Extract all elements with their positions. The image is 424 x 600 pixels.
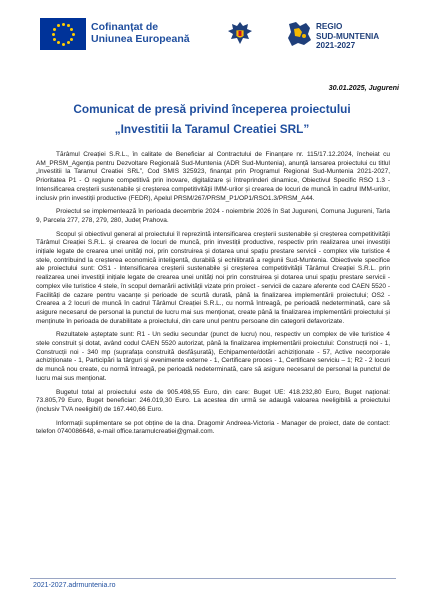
paragraph-budget: Bugetul total al proiectului este de 905.498,55 Euro, din care: Buget UE: 418.232,80 Euro, Buget național: 73.805,79 Euro, Buget beneficiar: 246.019,30 Euro. La acestea din urmă se adaugă valoarea neeligibilă a proiectului (inclusiv TVA neeligibil) de 167.440,66 Euro. <box>36 388 390 413</box>
eu-star <box>53 28 56 31</box>
header-logos <box>0 0 424 68</box>
eu-flag-icon <box>40 18 86 50</box>
eu-star <box>72 33 75 36</box>
eu-star <box>57 24 60 27</box>
eu-star <box>70 38 73 41</box>
eu-star <box>62 23 65 26</box>
regio-map-icon <box>286 20 312 48</box>
paragraph-results: Rezultatele așteptate sunt: R1 - Un sediu secundar (punct de lucru) nou, respectiv un complex de vile turistice 4 stele construit și dotat, având codul CAEN 5520 autorizat, până la finalizarea implementării proiectului: Construcții noi - 1, Construcții noi - 340 mp (suprafața construită desfășurată), Echipamente/dotări achiziționate - 57, Active necorporale achiziționate - 1, Participări la târguri și evenimente externe - 1, Certificare proces - 1, Certificare serviciu – 1; R2 - 2 locuri de muncă nou create, cu normă întreagă, pe perioadă nedeterminată, care să asigure necesarul de personal la punctul de lucru mai sus menționat. <box>36 331 390 382</box>
eu-star <box>53 38 56 41</box>
cofin-line2: Uniunea Europeană <box>91 33 190 45</box>
paragraph-contact: Informații suplimentare se pot obține de la dna. Dragomir Andreea-Victoria - Manager de proiect, date de contact: telefon 0740086648, e-mail office.taramulcreatiei@gmail.com. <box>36 419 390 436</box>
eu-star <box>57 41 60 44</box>
footer-divider <box>30 578 396 579</box>
regio-line1: REGIO <box>316 22 343 31</box>
paragraph-objectives: Scopul și obiectivul general al proiectului îl reprezintă intensificarea creșterii sustenabile și creșterea competitivității Tărâmul Creației S.R.L. și crearea de locuri de muncă, prin investiții productive, respectiv prin realizarea unei investiții inițiale legate de crearea unei unități noi, prin construirea și dotarea unui spațiu prestare servicii - complex vile turistice 4 stele, contribuind la creșterea economică inteligentă, durabilă și echilibrată a regiunii Sud-Muntenia. Obiectivele specifice ale proiectului sunt: OS1 - Intensificarea creșterii sustenabile și creșterea competitivității Tărâmul Creației S.R.L. prin realizarea unei investiții inițiale legate de crearea unei unități noi prin construirea și dotarea unui spațiu prestare servicii - complex vile turistice 4 stele, în scopul demarării activității vizate prin proiect - servicii de cazare aferente cod CAEN 5520 - Facilități de cazare pentru vacanțe și perioade de scurtă durată, până la finalizarea implementării proiectului; OS2 - Crearea a 2 locuri de muncă în cadrul Tărâmul Creației S.R.L., cu normă întreagă, pe perioadă nedeterminată, care să asigure necesarul de personal la punctul de lucru mai sus menționat, create până la finalizarea implementării proiectului și menținute în perioada de durabilitate a proiectului, din care unul pentru persoane din categorii defavorizate. <box>36 230 390 325</box>
eu-star <box>52 33 55 36</box>
press-release-body <box>36 151 390 442</box>
date-location: 30.01.2025, Jugureni <box>328 83 399 92</box>
eu-star <box>62 43 65 46</box>
project-title: „Investitii la Taramul Creatiei SRL” <box>114 122 310 136</box>
paragraph-period: Proiectul se implementează în perioada decembrie 2024 - noiembrie 2026 în Sat Jugureni, Comuna Jugureni, Tarla 9, Parcela 277, 278, 279, 280, Județ Prahova. <box>36 208 390 224</box>
cofin-line1: Cofinanțat de <box>91 21 159 33</box>
cofinantat-logo-text <box>91 21 190 45</box>
regio-line2: SUD-MUNTENIA <box>316 31 380 41</box>
regio-line3: 2021-2027 <box>316 41 356 51</box>
eu-star <box>67 41 70 44</box>
eu-star <box>67 24 70 27</box>
footer-website-link[interactable]: 2021-2027.adrmuntenia.ro <box>33 582 116 589</box>
paragraph-beneficiary: Tărâmul Creației S.R.L., în calitate de Beneficiar al Contractului de Finanțare nr. 115/17.12.2024, încheiat cu AM_PRSM_Agenția pentru Dezvoltare Regională Sud-Muntenia (ADR Sud-Muntenia), anunță lansarea proiectului cu titlul „Investitii la Taramul Creatiei SRL”, Cod SMIS 325923, finanțat prin Programul Regional Sud-Muntenia 2021-2027, Prioritatea P1 - O regiune competitivă prin inovare, digitalizare și întreprinderi dinamice, Obiectivul Specific RSO 1.3 - Intensificarea creșterii sustenabile și creșterea competitivității IMM-urilor și crearea de locuri de muncă în cadrul IMM-urilor, inclusiv prin investiții productive (FEDR), Apelul PRSM/267/PRSM_P1/OP1/RSO1.3/PRSM_A44. <box>36 151 390 202</box>
regio-logo-text <box>316 22 379 51</box>
eu-star <box>70 28 73 31</box>
press-release-title: Comunicat de presă privind începerea proiectului <box>73 102 351 116</box>
romania-coat-of-arms-icon <box>226 20 254 48</box>
